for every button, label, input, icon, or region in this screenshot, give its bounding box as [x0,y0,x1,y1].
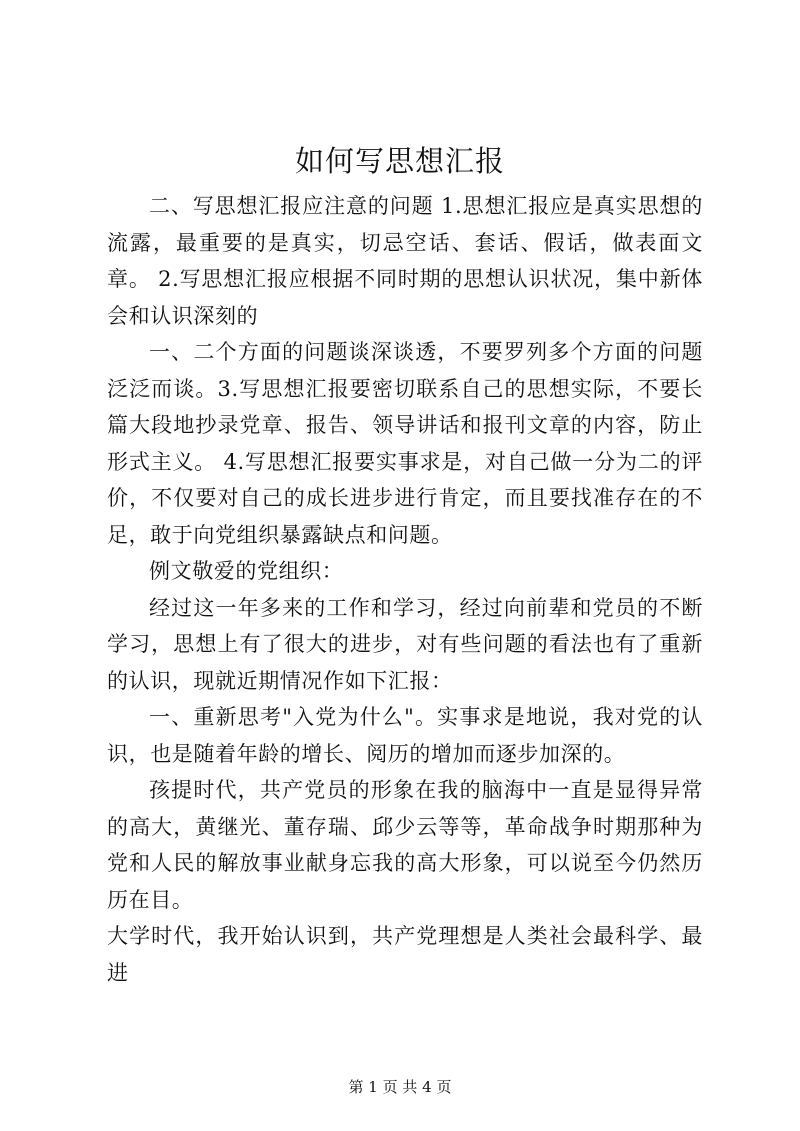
paragraph: 二、写思想汇报应注意的问题 1.思想汇报应是真实思想的流露，最重要的是真实，切忌空话、套话、假话，做表面文章。 2.写思想汇报应根据不同时期的思想认识状况，集中新体会和认识深刻的 [107,194,703,328]
page-footer: 第 1 页 共 4 页 [348,1078,452,1096]
paragraph: 一、重新思考"入党为什么"。实事求是地说，我对党的认识，也是随着年龄的增长、阅历的增加而逐步加深的。 [107,705,703,766]
paragraph: 孩提时代，共产党员的形象在我的脑海中一直是显得异常的高大，黄继光、董存瑞、邱少云等等，革命战争时期那种为党和人民的解放事业献身忘我的高大形象，可以说至今仍然历历在目。 [107,778,703,912]
paragraph: 例文敬爱的党组织： [149,559,344,583]
document-body [107,188,703,991]
paragraph: 经过这一年多来的工作和学习，经过向前辈和党员的不断学习，思想上有了很大的进步，对有些问题的看法也有了重新的认识，现就近期情况作如下汇报： [107,595,703,693]
document-title: 如何写思想汇报 [294,144,505,178]
paragraph: 大学时代，我开始认识到，共产党理想是人类社会最科学、最进 [107,924,703,985]
paragraph: 一、二个方面的问题谈深谈透，不要罗列多个方面的问题泛泛而谈。3.写思想汇报要密切联系自己的思想实际，不要长篇大段地抄录党章、报告、领导讲话和报刊文章的内容，防止形式主义。 4.写思想汇报要实事求是，对自己做一分为二的评价，不仅要对自己的成长进步进行肯定，而且要找准存在的不足，敢于向党组织暴露缺点和问题。 [107,340,703,547]
